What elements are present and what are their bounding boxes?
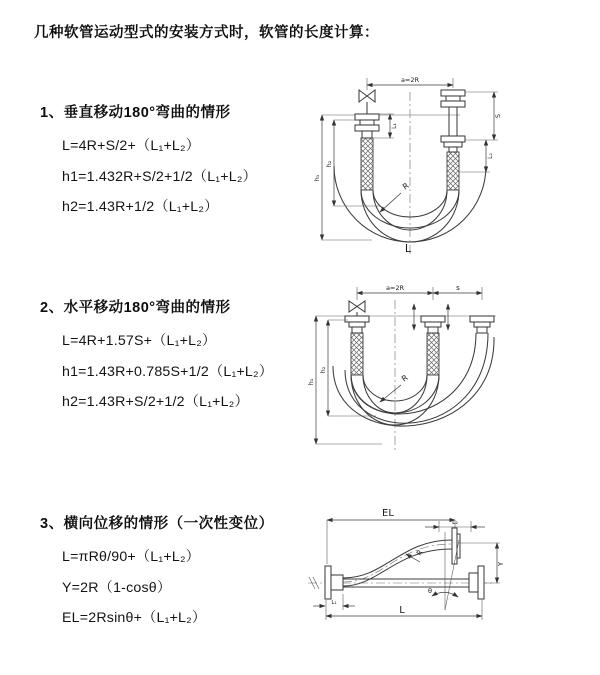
- formula-el: EL=2Rsinθ+（L₁+L₂）: [62, 610, 207, 626]
- diagram-lateral-displacement: [294, 494, 600, 650]
- dim-label-h1: h₁: [307, 378, 315, 386]
- section-1-formulas: [62, 131, 257, 223]
- dim-label-s: s: [456, 284, 460, 292]
- left-flange-fitting: [325, 566, 343, 599]
- radius-callout: [380, 181, 411, 212]
- angle-label-theta: θ: [428, 587, 432, 595]
- dimension-a2r: [357, 284, 482, 300]
- dim-label-l2: L₂: [452, 519, 458, 526]
- dim-label-el: EL: [382, 508, 394, 519]
- dimension-s: [433, 284, 482, 293]
- formula-h1: h1=1.432R+S/2+1/2（L₁+L₂）: [62, 168, 257, 185]
- dimension-el: [327, 508, 455, 564]
- formula-length-l: L=4R+S/2+（L₁+L₂）: [62, 138, 201, 154]
- valve-icon: [349, 301, 365, 316]
- radius-label: R: [400, 181, 411, 192]
- formula-length-l: L=πRθ/90+（L₁+L₂）: [62, 549, 201, 565]
- straight-pipe: [343, 566, 484, 599]
- section-3-formulas: [62, 542, 274, 634]
- right-pipe-fitting: [470, 316, 494, 333]
- section-vertical-180-bend: [40, 101, 257, 223]
- dim-label-h2: h₂: [319, 366, 327, 374]
- right-pipe-fitting: [441, 90, 465, 190]
- dim-label-s: S: [494, 113, 502, 119]
- valve-icon: [359, 90, 375, 114]
- dim-label-l: L: [399, 605, 405, 616]
- dim-label-l1: L₁: [391, 123, 398, 129]
- dimension-h1: [307, 316, 382, 444]
- dim-label-h1: h₁: [313, 174, 321, 182]
- dim-label-a2r: a=2R: [400, 76, 420, 84]
- upper-right-flange: [452, 528, 460, 564]
- diagram-vertical-180-bend: [308, 66, 598, 266]
- formula-h2: h2=1.43R+1/2（L₁+L₂）: [62, 199, 219, 215]
- dimension-l2: [459, 140, 494, 172]
- left-pipe-fitting: [345, 316, 369, 375]
- length-label: L: [404, 242, 412, 255]
- section-lateral-displacement: [40, 512, 274, 634]
- formula-y: Y=2R（1-cosθ）: [62, 579, 172, 596]
- diagram-horizontal-180-bend: [304, 280, 596, 458]
- dimension-a2r: [367, 76, 453, 90]
- dimension-s: [465, 92, 502, 140]
- dim-label-a2r: a=2R: [385, 284, 405, 292]
- section-horizontal-180-bend: [40, 296, 273, 418]
- middle-pipe-fitting: [421, 316, 445, 375]
- dim-label-h2: h₂: [325, 160, 333, 168]
- centerline: [322, 92, 460, 254]
- dim-label-l2: L₂: [487, 153, 494, 159]
- section-2-heading: 2、水平移动180°弯曲的情形: [40, 300, 231, 316]
- section-3-heading: 3、横向位移的情形（一次性变位）: [40, 516, 274, 532]
- formula-h1: h1=1.43R+0.785S+1/2（L₁+L₂）: [62, 363, 274, 380]
- formula-length-l: L=4R+1.57S+（L₁+L₂）: [62, 333, 217, 349]
- dimension-l: [326, 600, 482, 620]
- dim-label-l1: L₁: [331, 600, 337, 606]
- section-1-heading: 1、垂直移动180°弯曲的情形: [40, 105, 231, 121]
- page-title: 几种软管运动型式的安装方式时，软管的长度计算：: [34, 25, 379, 41]
- left-pipe-fitting: [355, 114, 379, 190]
- radius-label: R: [415, 548, 425, 558]
- section-2-formulas: [62, 326, 273, 418]
- dim-label-y: Y: [497, 561, 505, 567]
- radius-label: R: [399, 373, 410, 384]
- dimension-l1: [313, 594, 355, 610]
- centerline: [316, 300, 496, 450]
- formula-h2: h2=1.43R+S/2+1/2（L₁+L₂）: [62, 394, 249, 410]
- dimension-h2: [319, 320, 376, 416]
